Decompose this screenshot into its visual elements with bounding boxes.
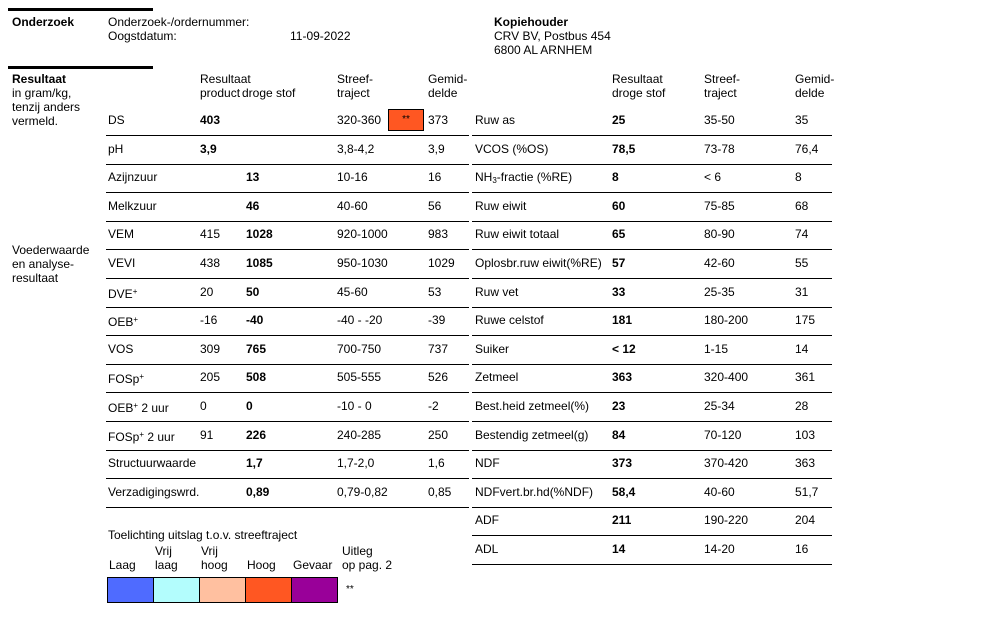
row-label [108,342,133,356]
target-range: 73-78 [704,142,735,156]
dry-matter-value: 363 [612,370,633,384]
target-range: 320-400 [704,370,749,384]
target-range: 700-750 [337,342,382,356]
dry-matter-value: 46 [246,199,260,213]
section-label: Onderzoek [12,15,75,29]
table-row [472,450,832,479]
product-value: 3,9 [200,142,217,156]
target-range: 75-85 [704,199,735,213]
left-header-result: Resultaat [200,72,251,86]
table-row [472,136,832,165]
left-header-dry-matter: droge stof [242,86,296,100]
dry-matter-value: 50 [246,285,260,299]
dry-matter-value: 226 [246,428,267,442]
average-value: 361 [795,370,816,384]
row-label-superscript: + [139,430,145,439]
row-label-suffix: 2 uur [144,430,175,444]
row-label-text: ADF [475,513,499,527]
right-header-result-bottom: droge stof [612,86,666,100]
target-range: 70-120 [704,428,742,442]
left-header-target-bottom: traject [337,86,370,100]
row-label-text: VCOS (%OS) [475,142,549,156]
legend-color-swatch [153,577,200,603]
row-label [475,513,499,527]
target-range: < 6 [704,170,722,184]
legend-label-top: Vrij [201,544,218,558]
average-value: 51,7 [795,485,819,499]
row-label-text: NDF [475,456,500,470]
average-value: 0,85 [428,485,452,499]
dry-matter-value: 57 [612,256,626,270]
target-range: 240-285 [337,428,382,442]
dry-matter-value: 181 [612,313,633,327]
row-label [475,428,588,442]
average-value: 16 [428,170,442,184]
product-value: 309 [200,342,221,356]
top-rule [8,8,153,11]
table-row [472,364,832,393]
average-value: 35 [795,113,809,127]
row-label [108,199,157,213]
legend-marker: ** [346,584,354,595]
row-label [475,142,548,156]
table-row [106,336,469,365]
average-value: 56 [428,199,442,213]
dry-matter-value: -40 [246,313,264,327]
table-row [106,164,469,193]
right-header-target-bottom: traject [704,86,737,100]
row-label [108,399,169,415]
table-row [472,307,832,336]
dry-matter-value: 211 [612,513,632,527]
row-label-text: ADL [475,542,499,556]
dry-matter-value: 78,5 [612,142,636,156]
product-value: -16 [200,313,218,327]
target-range: 370-420 [704,456,749,470]
average-value: 204 [795,513,816,527]
target-range: -10 - 0 [337,399,372,413]
dry-matter-value: 1,7 [246,456,263,470]
target-range: 14-20 [704,542,735,556]
dry-matter-value: 58,4 [612,485,636,499]
dry-matter-value: 60 [612,199,626,213]
average-value: -2 [428,399,439,413]
average-value: 74 [795,227,809,241]
average-value: 983 [428,227,449,241]
dry-matter-value: 373 [612,456,633,470]
row-label-text: Suiker [475,342,510,356]
row-label-text: OEB [108,401,134,415]
target-range: 45-60 [337,285,368,299]
dry-matter-value: 13 [246,170,260,184]
row-label [475,456,500,470]
dry-matter-value: 0,89 [246,485,270,499]
row-label-text: FOSp [108,430,140,444]
average-value: 53 [428,285,442,299]
row-label-text: Structuurwaarde [108,456,197,470]
legend-label: Laag [109,558,136,572]
target-range: 1-15 [704,342,729,356]
right-header-avg-top: Gemid- [795,72,835,86]
feed-value-label-3: resultaat [12,271,59,285]
table-row [106,193,469,222]
row-label [475,342,509,356]
table-row [472,221,832,250]
row-label [475,285,518,299]
result-rule [8,66,153,69]
row-label [108,370,144,386]
row-label [475,542,498,556]
target-range: 3,8-4,2 [337,142,375,156]
row-label-superscript: + [132,287,138,296]
table-row [106,393,469,422]
target-range: -40 - -20 [337,313,383,327]
row-label-suffix: -fractie (%RE) [496,170,573,184]
dry-matter-value: 65 [612,227,626,241]
row-label [108,170,157,184]
average-value: 16 [795,542,809,556]
row-label-text: FOSp [108,372,140,386]
legend-label: laag [155,558,178,572]
copyholder-address-line2: 6800 AL ARNHEM [494,43,593,57]
row-label [475,199,526,213]
row-label-text: Oplosbr.ruw eiwit(%RE) [475,256,602,270]
product-value: 403 [200,113,221,127]
dry-matter-value: 1085 [246,256,273,270]
left-header-avg-top: Gemid- [428,72,468,86]
table-row [472,479,832,508]
right-header-target-top: Streef- [704,72,741,86]
dry-matter-value: 84 [612,428,626,442]
legend-color-swatch [199,577,246,603]
dry-matter-value: 14 [612,542,626,556]
target-range: 25-35 [704,285,735,299]
table-row [106,364,469,393]
row-label-superscript: + [139,372,145,381]
target-range: 40-60 [337,199,368,213]
row-label-text: VEM [108,227,135,241]
average-value: 14 [795,342,809,356]
average-value: 31 [795,285,809,299]
row-label-text: DVE [108,287,133,301]
product-value: 205 [200,370,221,384]
target-range: 25-34 [704,399,735,413]
average-value: 103 [795,428,816,442]
table-row [472,393,832,422]
table-row [106,422,469,451]
target-range: 40-60 [704,485,735,499]
target-range: 35-50 [704,113,735,127]
row-label-text: Ruw eiwit [475,199,527,213]
average-value: 28 [795,399,809,413]
row-label [108,313,138,329]
order-label: Onderzoek-/ordernummer: [108,15,250,29]
table-row [472,279,832,308]
result-subtitle-3: vermeld. [12,114,59,128]
row-label-text: Melkzuur [108,199,157,213]
row-label-text: Ruw vet [475,285,519,299]
average-value: 373 [428,113,449,127]
table-row [106,221,469,250]
row-label-text: Zetmeel [475,370,519,384]
harvest-date: 11-09-2022 [290,29,351,43]
product-value: 0 [200,399,207,413]
row-label-text: Bestendig zetmeel(g) [475,428,589,442]
row-label [475,227,559,241]
row-label [108,285,137,301]
dry-matter-value: 8 [612,170,619,184]
average-value: 363 [795,456,816,470]
row-label [475,399,589,413]
average-value: 55 [795,256,809,270]
legend-label: hoog [201,558,228,572]
target-range: 190-220 [704,513,749,527]
right-header-result-top: Resultaat [612,72,663,86]
table-row [472,193,832,222]
target-range: 950-1030 [337,256,388,270]
row-label [108,485,199,499]
dry-matter-value: 508 [246,370,267,384]
product-value: 415 [200,227,221,241]
row-label-text: Best.heid zetmeel(%) [475,399,590,413]
legend-label: Gevaar [293,558,333,572]
product-value: 20 [200,285,214,299]
row-label-text: Azijnzuur [108,170,158,184]
result-subtitle-2: tenzij anders [12,100,81,114]
average-value: 175 [795,313,816,327]
table-row [472,507,832,536]
row-label-subscript: 3 [492,176,497,185]
row-label-text: VOS [108,342,134,356]
row-label [108,227,134,241]
product-value: 438 [200,256,221,270]
row-label-text: VEVI [108,256,136,270]
legend-label: Hoog [247,558,276,572]
row-label [475,170,572,188]
legend-color-swatch [245,577,292,603]
target-range: 320-360 [337,113,382,127]
row-label [108,113,125,127]
row-label [108,428,175,444]
row-label-superscript: + [133,401,139,410]
legend-color-swatch [291,577,338,603]
status-flag-high: ** [388,109,424,131]
feed-value-label-2: en analyse- [12,257,75,271]
row-label [475,113,515,127]
table-row [472,107,832,136]
table-row [472,164,832,193]
table-row [106,136,469,165]
left-header-avg-bottom: delde [428,86,458,100]
left-header-target-top: Streef- [337,72,374,86]
legend-color-swatch [107,577,154,603]
average-value: 1029 [428,256,455,270]
dry-matter-value: 765 [246,342,267,356]
row-label [108,456,196,470]
table-row [472,422,832,451]
result-subtitle-1: in gram/kg, [12,86,72,100]
row-label [475,370,518,384]
target-range: 80-90 [704,227,735,241]
dry-matter-value: < 12 [612,342,636,356]
average-value: 737 [428,342,449,356]
right-header-avg-bottom: delde [795,86,825,100]
copyholder-label: Kopiehouder [494,15,568,29]
row-label-text: OEB [108,315,134,329]
product-value: 91 [200,428,214,442]
table-row [472,336,832,365]
table-row [106,479,469,508]
dry-matter-value: 23 [612,399,626,413]
target-range: 0,79-0,82 [337,485,388,499]
feed-value-label-1: Voederwaarde [12,243,90,257]
table-row [472,250,832,279]
result-title: Resultaat [12,72,67,86]
row-label-text: DS [108,113,125,127]
harvest-label: Oogstdatum: [108,29,177,43]
row-label-text: Ruw as [475,113,516,127]
table-row [106,279,469,308]
legend-label-top: Vrij [155,544,172,558]
row-label [475,256,602,270]
table-row [106,107,469,136]
average-value: 1,6 [428,456,445,470]
row-label-text: NH [475,170,493,184]
row-label [108,256,135,270]
row-label-text: Ruwe celstof [475,313,544,327]
table-row [106,250,469,279]
legend-note-bottom: op pag. 2 [342,558,393,572]
average-value: 3,9 [428,142,445,156]
target-range: 42-60 [704,256,735,270]
average-value: 68 [795,199,809,213]
row-label-text: Verzadigingswrd. [108,485,200,499]
target-range: 180-200 [704,313,749,327]
row-label-text: NDFvert.br.hd(%NDF) [475,485,594,499]
target-range: 505-555 [337,370,382,384]
row-label-suffix: 2 uur [138,401,169,415]
copyholder-address-line1: CRV BV, Postbus 454 [494,29,611,43]
dry-matter-value: 25 [612,113,626,127]
row-label-text: Ruw eiwit totaal [475,227,560,241]
dry-matter-value: 1028 [246,227,273,241]
table-row [106,450,469,479]
average-value: 76,4 [795,142,819,156]
target-range: 10-16 [337,170,368,184]
dry-matter-value: 33 [612,285,626,299]
average-value: 526 [428,370,449,384]
dry-matter-value: 0 [246,399,253,413]
table-row [472,536,832,565]
row-label-superscript: + [133,315,139,324]
table-row [106,307,469,336]
legend-note-top: Uitleg [342,544,373,558]
average-value: 250 [428,428,449,442]
legend-title: Toelichting uitslag t.o.v. streeftraject [108,528,298,542]
average-value: 8 [795,170,802,184]
average-value: -39 [428,313,446,327]
row-label-text: pH [108,142,124,156]
left-header-product: product [200,86,241,100]
row-label [475,485,593,499]
row-label [108,142,123,156]
target-range: 920-1000 [337,227,388,241]
row-label [475,313,544,327]
target-range: 1,7-2,0 [337,456,375,470]
